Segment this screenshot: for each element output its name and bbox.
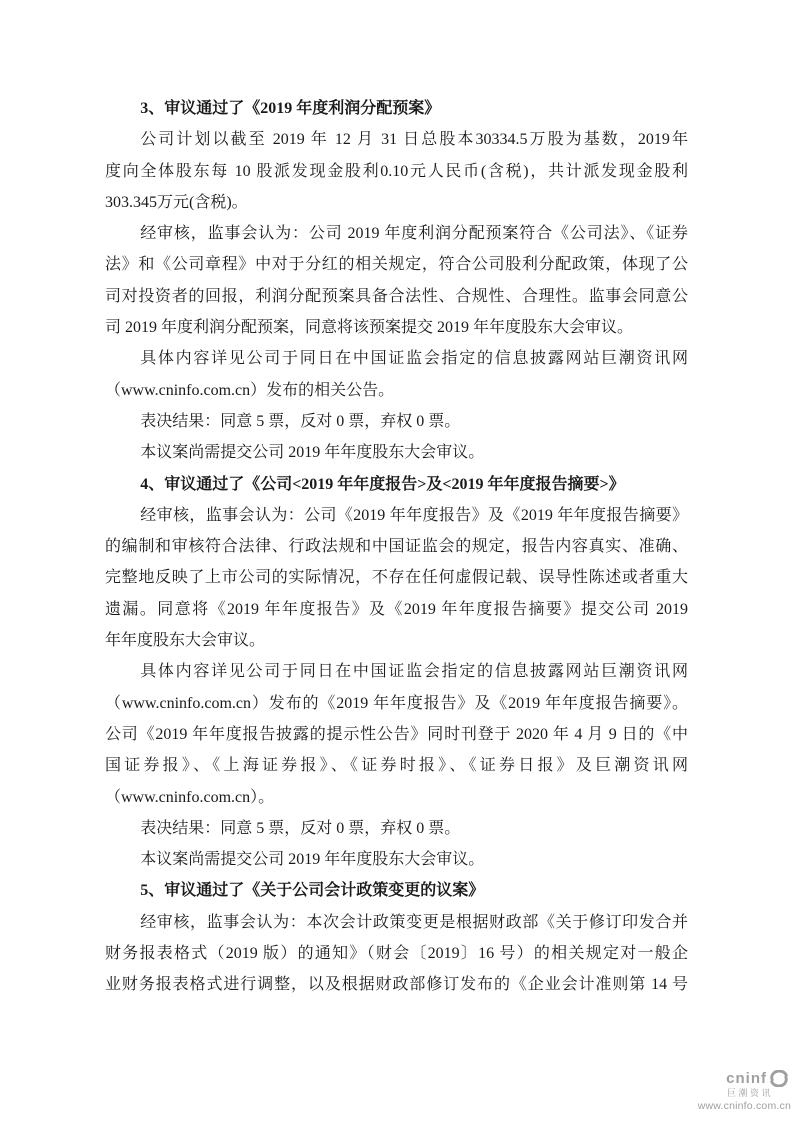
section-heading-4: 4、审议通过了《公司<2019 年年度报告>及<2019 年年度报告摘要>》	[140, 475, 625, 493]
text-line: 经审核，监事会认为：公司《2019 年年度报告》及《2019 年年度报告摘要》	[140, 506, 688, 524]
text-line: 本议案尚需提交公司 2019 年年度股东大会审议。	[140, 851, 485, 869]
text-line: （www.cninfo.com.cn）发布的《2019 年年度报告》及《2019 年年度报告摘要》。	[105, 694, 688, 712]
text-line: 遗漏。同意将《2019 年年度报告》及《2019 年年度报告摘要》提交公司 2019	[105, 600, 688, 618]
section-heading-5: 5、审议通过了《关于公司会计政策变更的议案》	[140, 882, 485, 900]
cninfo-caption: 巨潮资讯	[726, 1087, 773, 1098]
text-line: 经审核，监事会认为：公司 2019 年度利润分配预案符合《公司法》、《证券	[140, 225, 688, 243]
cninfo-wordmark: cninf	[726, 1069, 767, 1087]
text-line: 公司计划以截至 2019 年 12 月 31 日总股本30334.5万股为基数，2019年	[140, 131, 688, 149]
vote-result-line: 表决结果：同意 5 票，反对 0 票，弃权 0 票。	[140, 819, 461, 837]
text-line: 303.345万元(含税)。	[105, 193, 248, 211]
text-line: （www.cninfo.com.cn）发布的相关公告。	[105, 381, 395, 399]
text-line: 经审核，监事会认为：本次会计政策变更是根据财政部《关于修订印发合并	[140, 913, 688, 931]
document-body	[105, 93, 688, 1001]
text-line: 法》和《公司章程》中对于分红的相关规定，符合公司股利分配政策，体现了公	[105, 256, 688, 274]
text-line: 度向全体股东每 10 股派发现金股利0.10元人民币(含税)，共计派发现金股利	[105, 162, 688, 180]
text-line: 业财务报表格式进行调整，以及根据财政部修订发布的《企业会计准则第 14 号	[105, 976, 688, 994]
text-line: 本议案尚需提交公司 2019 年年度股东大会审议。	[140, 444, 485, 462]
text-line: 完整地反映了上市公司的实际情况，不存在任何虚假记载、误导性陈述或者重大	[105, 569, 688, 587]
vote-result-line: 表决结果：同意 5 票，反对 0 票，弃权 0 票。	[140, 412, 461, 430]
cninfo-wordmark-row	[726, 1070, 789, 1087]
text-line: 司对投资者的回报，利润分配预案具备合法性、合规性、合理性。监事会同意公	[105, 287, 688, 305]
text-line: 的编制和审核符合法律、行政法规和中国证监会的规定，报告内容真实、准确、	[105, 538, 688, 556]
cninfo-url: www.cninfo.com.cn	[697, 1099, 791, 1112]
text-line: 具体内容详见公司于同日在中国证监会指定的信息披露网站巨潮资讯网	[140, 350, 688, 368]
text-line: 年年度股东大会审议。	[105, 632, 266, 650]
text-line: 公司《2019 年年度报告披露的提示性公告》同时刊登于 2020 年 4 月 9 日的《中	[105, 725, 688, 743]
cninfo-swirl-icon	[769, 1070, 789, 1087]
section-heading-3: 3、审议通过了《2019 年度利润分配预案》	[140, 100, 441, 117]
text-line: 具体内容详见公司于同日在中国证监会指定的信息披露网站巨潮资讯网	[140, 663, 688, 681]
text-line: （www.cninfo.com.cn）。	[105, 788, 275, 806]
text-line: 国证券报》、《上海证券报》、《证券时报》、《证券日报》及巨潮资讯网	[105, 757, 688, 775]
cninfo-logo	[698, 1070, 791, 1112]
text-line: 司 2019 年度利润分配预案，同意将该预案提交 2019 年年度股东大会审议。	[105, 319, 634, 337]
text-line: 财务报表格式（2019 版）的通知》（财会〔2019〕16 号）的相关规定对一般企	[105, 945, 688, 963]
